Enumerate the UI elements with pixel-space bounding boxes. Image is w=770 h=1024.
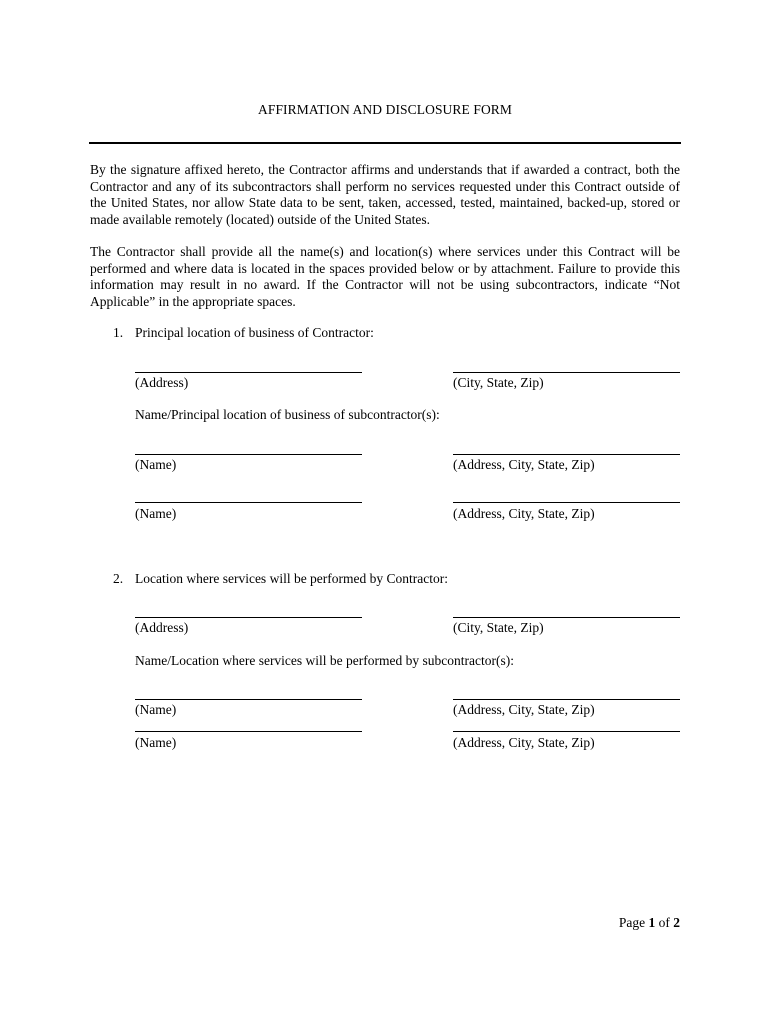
service-subcontractor-2-name-field[interactable] [135,731,362,732]
contractor-address-caption: (Address) [135,375,189,390]
section-1-heading [113,325,374,341]
subcontractor-2-address-caption: (Address, City, State, Zip) [453,506,595,521]
service-subcontractor-1-name-field[interactable] [135,699,362,700]
service-city-state-zip-field[interactable] [453,617,680,618]
disclosure-instructions-paragraph: The Contractor shall provide all the name(s) and location(s) where services under this Contract will be performed and where data is located in the spaces provided below or by attachment. Failure to provide this information may result in no award. If the Contractor will not be using subcontractors, indicate “Not Applicable” in the appropriate spaces. [90,244,680,309]
contractor-city-state-zip-field[interactable] [453,372,680,373]
contractor-city-state-zip-caption: (City, State, Zip) [453,375,544,390]
service-subcontractor-2-name-caption: (Name) [135,735,177,750]
subcontractor-2-address-field[interactable] [453,502,680,503]
subcontractor-1-name-caption: (Name) [135,457,177,472]
subcontractor-service-location-heading: Name/Location where services will be performed by subcontractor(s): [135,653,514,668]
service-subcontractor-2-address-field[interactable] [453,731,680,732]
service-subcontractor-1-address-field[interactable] [453,699,680,700]
service-subcontractor-1-address-caption: (Address, City, State, Zip) [453,702,595,717]
section-2-number: 2. [113,571,124,586]
current-page-number: 1 [648,915,656,930]
service-address-field[interactable] [135,617,362,618]
title-divider [89,142,681,144]
service-address-caption: (Address) [135,620,189,635]
subcontractor-business-heading: Name/Principal location of business of subcontractor(s): [135,407,440,422]
subcontractor-1-address-field[interactable] [453,454,680,455]
contractor-address-field[interactable] [135,372,362,373]
form-title: AFFIRMATION AND DISCLOSURE FORM [257,102,513,117]
page-word: Page [618,915,646,930]
service-subcontractor-1-name-caption: (Name) [135,702,177,717]
service-subcontractor-2-address-caption: (Address, City, State, Zip) [453,735,595,750]
section-2-heading-text: Location where services will be performed by Contractor: [135,571,449,586]
of-word: of [658,915,670,930]
service-city-state-zip-caption: (City, State, Zip) [453,620,544,635]
subcontractor-2-name-caption: (Name) [135,506,177,521]
subcontractor-2-name-field[interactable] [135,502,362,503]
total-pages-number: 2 [673,915,680,930]
subcontractor-1-address-caption: (Address, City, State, Zip) [453,457,595,472]
section-1-number: 1. [113,325,124,340]
subcontractor-1-name-field[interactable] [135,454,362,455]
section-1-heading-text: Principal location of business of Contractor: [135,325,374,340]
section-2-heading [113,571,448,587]
affirmation-paragraph: By the signature affixed hereto, the Contractor affirms and understands that if awarded a contract, both the Contractor and any of its subcontractors shall perform no services requested under this Contract outside of the United States, nor allow State data to be sent, taken, accessed, tested, maintained, backed-up, stored or made available remotely (located) outside of the United States. [90,162,680,227]
page-number [619,915,680,931]
